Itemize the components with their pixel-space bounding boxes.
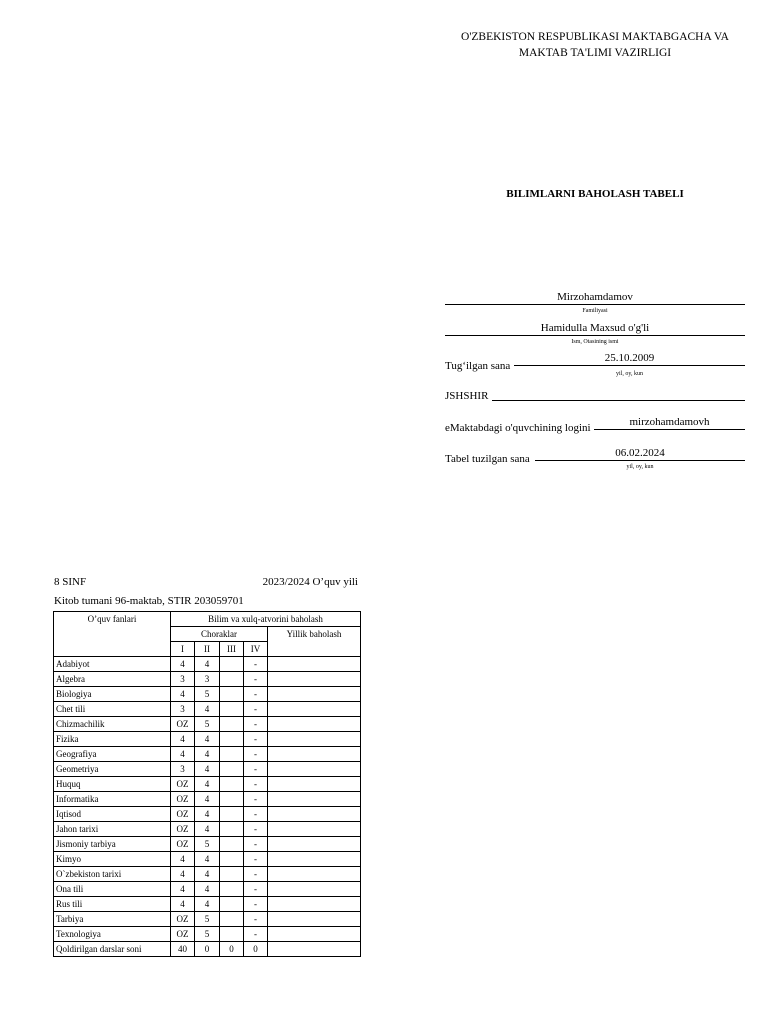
academic-year: 2023/2024 O’quv yili (262, 576, 358, 588)
grade-cell-q3 (220, 717, 244, 732)
grade-cell-q2: 4 (195, 897, 220, 912)
grade-cell-q4: - (244, 687, 268, 702)
grade-cell-q3 (220, 777, 244, 792)
grade-cell-q3: 0 (220, 942, 244, 957)
grade-cell-q1: 4 (171, 867, 195, 882)
table-row (54, 852, 361, 867)
grade-cell-q1: OZ (171, 777, 195, 792)
table-row (54, 867, 361, 882)
grade-cell-q4: - (244, 732, 268, 747)
subject-cell: Jismoniy tarbiya (54, 837, 171, 852)
surname-value: Mirzohamdamov (445, 291, 745, 305)
ministry-header (440, 29, 750, 61)
subject-cell: Huquq (54, 777, 171, 792)
grade-cell-q2: 4 (195, 852, 220, 867)
annual-cell (268, 807, 361, 822)
grade-cell-q3 (220, 747, 244, 762)
name-caption: Ism, Otasining ismi (571, 339, 619, 345)
table-row (54, 672, 361, 687)
annual-cell (268, 792, 361, 807)
table-row (54, 882, 361, 897)
grade-cell-q3 (220, 882, 244, 897)
birth-date-caption: yil, oy, kun (616, 371, 643, 377)
grade-cell-q2: 5 (195, 717, 220, 732)
grade-cell-q4: - (244, 867, 268, 882)
table-row (54, 747, 361, 762)
table-row (54, 777, 361, 792)
annual-cell (268, 747, 361, 762)
grade-cell-q1: 4 (171, 852, 195, 867)
school-info: Kitob tumani 96-maktab, STIR 203059701 (54, 595, 244, 607)
grade-rows (54, 657, 361, 957)
table-row (54, 762, 361, 777)
tabel-date-value: 06.02.2024 (535, 447, 745, 461)
grade-cell-q1: 3 (171, 672, 195, 687)
grade-cell-q4: - (244, 912, 268, 927)
grade-cell-q1: 4 (171, 732, 195, 747)
surname-caption: Familiyasi (582, 308, 608, 314)
grade-cell-q4: - (244, 807, 268, 822)
assessment-header: Bilim va xulq-atvorini baholash (171, 612, 361, 627)
table-header-row (54, 612, 361, 627)
grade-cell-q4: - (244, 837, 268, 852)
subject-cell: Qoldirilgan darslar soni (54, 942, 171, 957)
login-label: eMaktabdagi o'quvchining logini (445, 422, 591, 434)
grade-cell-q3 (220, 687, 244, 702)
tabel-date-label: Tabel tuzilgan sana (445, 453, 530, 465)
subject-cell: Iqtisod (54, 807, 171, 822)
annual-cell (268, 657, 361, 672)
grade-cell-q2: 5 (195, 912, 220, 927)
subject-cell: Ona tili (54, 882, 171, 897)
grade-cell-q3 (220, 822, 244, 837)
quarters-header: Choraklar (171, 627, 268, 642)
annual-cell (268, 882, 361, 897)
table-row (54, 657, 361, 672)
subject-cell: Geometriya (54, 762, 171, 777)
grade-cell-q2: 4 (195, 867, 220, 882)
subject-cell: Adabiyot (54, 657, 171, 672)
subject-cell: Rus tili (54, 897, 171, 912)
table-row (54, 942, 361, 957)
annual-cell (268, 822, 361, 837)
grade-cell-q1: 4 (171, 687, 195, 702)
birth-date-label: Tug‘ilgan sana (445, 360, 511, 372)
table-row (54, 807, 361, 822)
grade-cell-q3 (220, 852, 244, 867)
grade-cell-q1: 3 (171, 702, 195, 717)
grade-cell-q1: 4 (171, 747, 195, 762)
document-title: BILIMLARNI BAHOLASH TABELI (506, 188, 684, 200)
ministry-line-1: O'ZBEKISTON RESPUBLIKASI MAKTABGACHA VA (461, 31, 729, 43)
grade-cell-q3 (220, 672, 244, 687)
grade-cell-q1: OZ (171, 837, 195, 852)
grade-cell-q4: - (244, 672, 268, 687)
grade-cell-q4: - (244, 717, 268, 732)
subject-cell: Fizika (54, 732, 171, 747)
grade-cell-q3 (220, 762, 244, 777)
table-row (54, 717, 361, 732)
annual-cell (268, 672, 361, 687)
annual-cell (268, 762, 361, 777)
annual-cell (268, 702, 361, 717)
grade-cell-q3 (220, 837, 244, 852)
table-row (54, 912, 361, 927)
grade-cell-q1: OZ (171, 912, 195, 927)
table-row (54, 687, 361, 702)
subject-cell: Algebra (54, 672, 171, 687)
grade-cell-q2: 4 (195, 702, 220, 717)
annual-header: Yillik baholash (268, 627, 361, 657)
grade-cell-q2: 4 (195, 762, 220, 777)
grade-cell-q2: 4 (195, 732, 220, 747)
grades-table (53, 611, 361, 957)
grade-cell-q3 (220, 792, 244, 807)
grade-cell-q4: - (244, 822, 268, 837)
class-grade: 8 SINF (54, 576, 87, 588)
grade-cell-q2: 4 (195, 657, 220, 672)
annual-cell (268, 912, 361, 927)
grade-cell-q2: 4 (195, 807, 220, 822)
grade-cell-q4: - (244, 762, 268, 777)
grade-cell-q1: 4 (171, 882, 195, 897)
table-row (54, 732, 361, 747)
grade-cell-q2: 5 (195, 687, 220, 702)
login-value: mirzohamdamovh (594, 416, 745, 430)
subject-cell: Jahon tarixi (54, 822, 171, 837)
annual-cell (268, 897, 361, 912)
grade-cell-q1: 4 (171, 897, 195, 912)
annual-cell (268, 927, 361, 942)
grade-cell-q4: - (244, 657, 268, 672)
grade-cell-q1: OZ (171, 792, 195, 807)
quarter-3-header: III (220, 642, 244, 657)
grade-cell-q2: 0 (195, 942, 220, 957)
grade-cell-q2: 4 (195, 747, 220, 762)
table-row (54, 822, 361, 837)
annual-cell (268, 717, 361, 732)
grade-cell-q4: - (244, 852, 268, 867)
grade-cell-q1: 4 (171, 657, 195, 672)
grade-cell-q2: 5 (195, 927, 220, 942)
quarter-1-header: I (171, 642, 195, 657)
grade-cell-q3 (220, 807, 244, 822)
table-row (54, 927, 361, 942)
grade-cell-q1: OZ (171, 927, 195, 942)
grade-cell-q3 (220, 912, 244, 927)
quarter-2-header: II (195, 642, 220, 657)
subject-cell: Informatika (54, 792, 171, 807)
grade-cell-q1: 40 (171, 942, 195, 957)
grade-cell-q2: 5 (195, 837, 220, 852)
ministry-line-2: MAKTAB TA'LIMI VAZIRLIGI (518, 47, 672, 59)
quarter-4-header: IV (244, 642, 268, 657)
grade-cell-q3 (220, 657, 244, 672)
grade-cell-q2: 4 (195, 822, 220, 837)
tabel-date-caption: yil, oy, kun (626, 464, 654, 470)
grade-cell-q3 (220, 927, 244, 942)
table-row (54, 792, 361, 807)
subject-cell: Texnologiya (54, 927, 171, 942)
annual-cell (268, 777, 361, 792)
name-value: Hamidulla Maxsud o'g'li (445, 322, 745, 336)
grade-cell-q4: - (244, 747, 268, 762)
annual-cell (268, 942, 361, 957)
grade-cell-q3 (220, 732, 244, 747)
annual-cell (268, 867, 361, 882)
table-row (54, 837, 361, 852)
subject-cell: Biologiya (54, 687, 171, 702)
subject-cell: Chet tili (54, 702, 171, 717)
annual-cell (268, 837, 361, 852)
grade-cell-q1: OZ (171, 822, 195, 837)
annual-cell (268, 852, 361, 867)
annual-cell (268, 687, 361, 702)
grade-cell-q2: 4 (195, 882, 220, 897)
table-row (54, 702, 361, 717)
jshshir-value (492, 387, 745, 401)
subjects-header: O’quv fanlari (54, 612, 171, 657)
subject-cell: Tarbiya (54, 912, 171, 927)
grade-cell-q2: 4 (195, 777, 220, 792)
grade-cell-q4: 0 (244, 942, 268, 957)
grade-cell-q2: 3 (195, 672, 220, 687)
table-row (54, 897, 361, 912)
grade-cell-q1: OZ (171, 717, 195, 732)
grade-cell-q4: - (244, 702, 268, 717)
grade-cell-q4: - (244, 777, 268, 792)
grade-cell-q3 (220, 897, 244, 912)
grade-cell-q3 (220, 867, 244, 882)
grade-cell-q1: OZ (171, 807, 195, 822)
subject-cell: Kimyo (54, 852, 171, 867)
jshshir-label: JSHSHIR (445, 390, 489, 402)
subject-cell: Geografiya (54, 747, 171, 762)
grade-cell-q4: - (244, 792, 268, 807)
grade-cell-q4: - (244, 897, 268, 912)
subject-cell: O`zbekiston tarixi (54, 867, 171, 882)
grade-cell-q1: 3 (171, 762, 195, 777)
subject-cell: Chizmachilik (54, 717, 171, 732)
grade-cell-q4: - (244, 882, 268, 897)
grade-cell-q2: 4 (195, 792, 220, 807)
grade-cell-q4: - (244, 927, 268, 942)
birth-date-value: 25.10.2009 (514, 352, 745, 366)
annual-cell (268, 732, 361, 747)
grade-cell-q3 (220, 702, 244, 717)
